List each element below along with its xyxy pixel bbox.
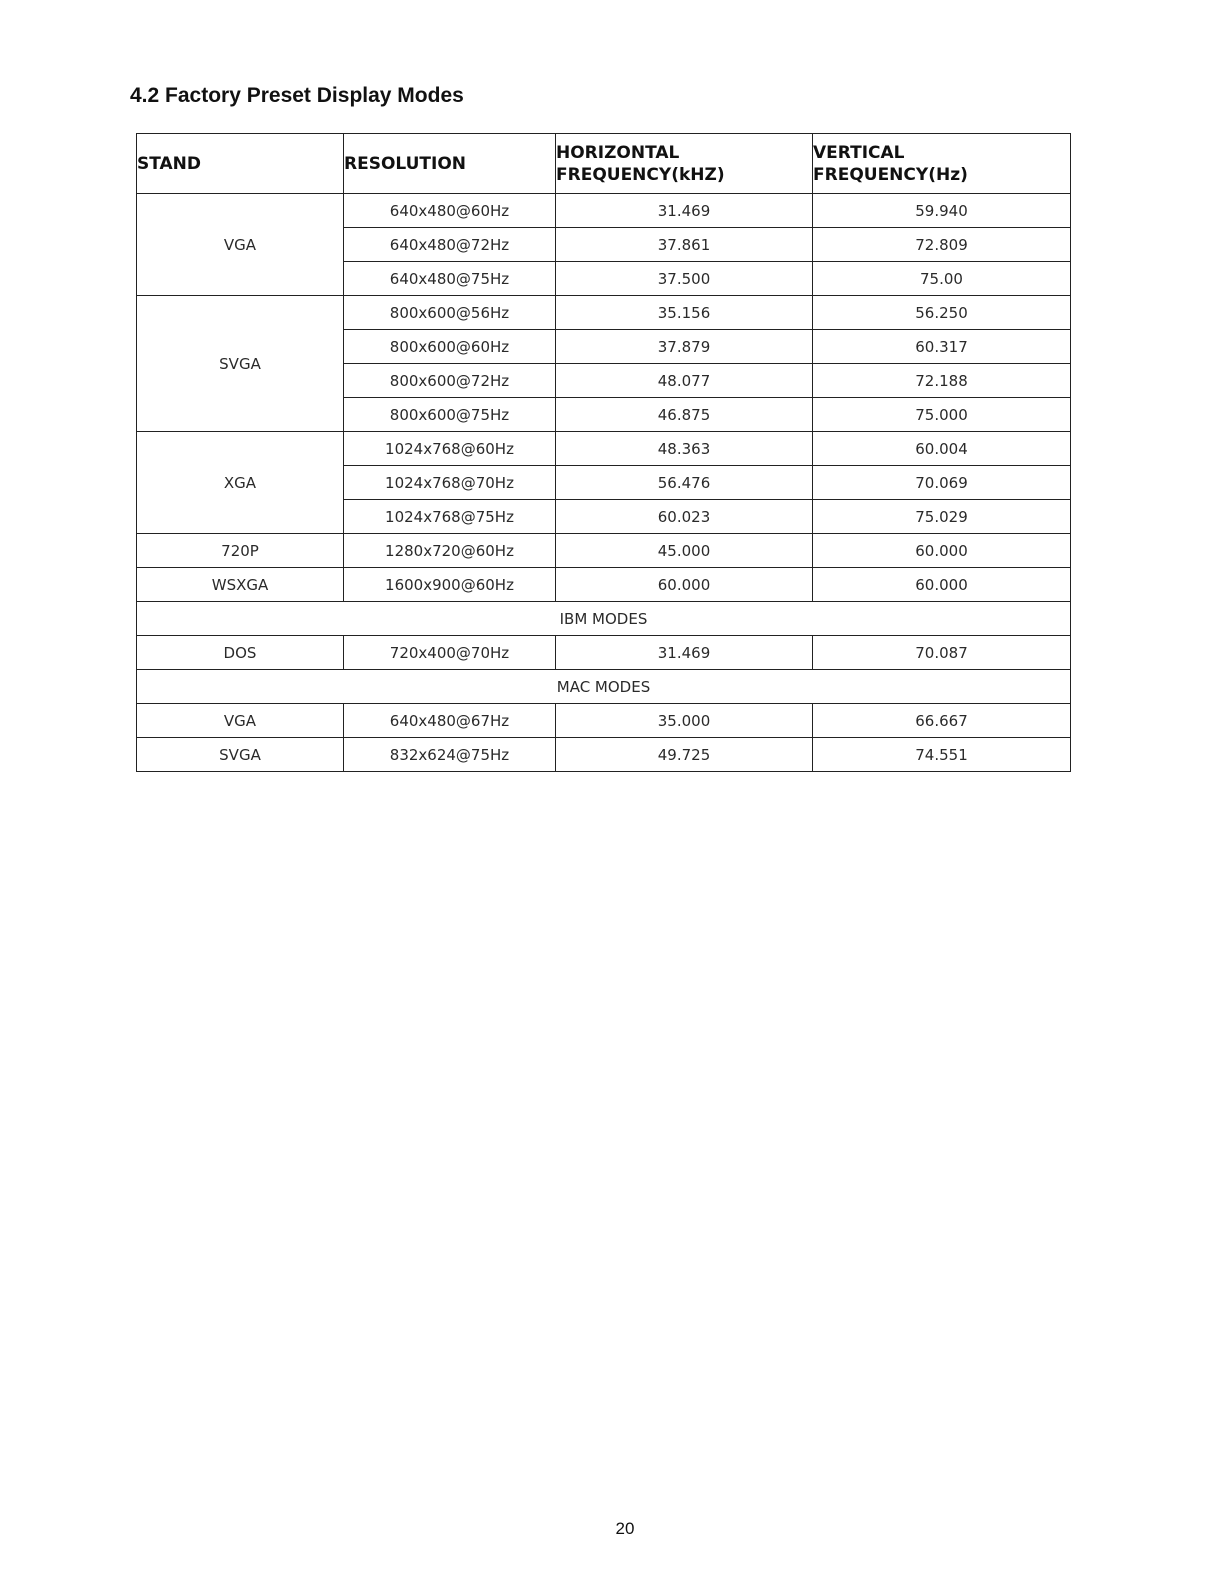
vertical-frequency-cell: 60.000 (813, 568, 1071, 602)
resolution-cell: 640x480@60Hz (344, 194, 556, 228)
page-number: 20 (615, 1519, 635, 1538)
resolution-cell: 800x600@56Hz (344, 296, 556, 330)
horizontal-frequency-cell: 37.500 (556, 262, 813, 296)
resolution-cell: 640x480@72Hz (344, 228, 556, 262)
vertical-frequency-cell: 70.069 (813, 466, 1071, 500)
stand-cell: XGA (137, 432, 344, 534)
header-horizontal-line1: HORIZONTAL (556, 142, 680, 163)
header-resolution: RESOLUTION (344, 134, 556, 194)
stand-cell: DOS (137, 636, 344, 670)
vertical-frequency-cell: 75.029 (813, 500, 1071, 534)
stand-cell: SVGA (137, 296, 344, 432)
mac-modes-label: MAC MODES (137, 670, 1071, 704)
resolution-cell: 1024x768@60Hz (344, 432, 556, 466)
horizontal-frequency-cell: 60.000 (556, 568, 813, 602)
horizontal-frequency-cell: 46.875 (556, 398, 813, 432)
table-row (137, 432, 1071, 466)
resolution-cell: 832x624@75Hz (344, 738, 556, 772)
ibm-modes-label: IBM MODES (137, 602, 1071, 636)
resolution-cell: 640x480@75Hz (344, 262, 556, 296)
table-row (137, 568, 1071, 602)
display-modes-table (136, 133, 1071, 772)
table-row (137, 534, 1071, 568)
section-title: 4.2 Factory Preset Display Modes (130, 84, 464, 107)
horizontal-frequency-cell: 37.861 (556, 228, 813, 262)
horizontal-frequency-cell: 35.156 (556, 296, 813, 330)
vertical-frequency-cell: 60.317 (813, 330, 1071, 364)
vertical-frequency-cell: 60.000 (813, 534, 1071, 568)
horizontal-frequency-cell: 31.469 (556, 194, 813, 228)
table-body (137, 194, 1071, 772)
vertical-frequency-cell: 59.940 (813, 194, 1071, 228)
horizontal-frequency-cell: 49.725 (556, 738, 813, 772)
table-header-row (137, 134, 1071, 194)
resolution-cell: 1024x768@70Hz (344, 466, 556, 500)
vertical-frequency-cell: 72.188 (813, 364, 1071, 398)
resolution-cell: 800x600@72Hz (344, 364, 556, 398)
vertical-frequency-cell: 66.667 (813, 704, 1071, 738)
horizontal-frequency-cell: 48.363 (556, 432, 813, 466)
resolution-cell: 800x600@60Hz (344, 330, 556, 364)
mac-modes-row (137, 670, 1071, 704)
vertical-frequency-cell: 60.004 (813, 432, 1071, 466)
stand-cell: VGA (137, 704, 344, 738)
header-horizontal-frequency (556, 134, 813, 194)
vertical-frequency-cell: 74.551 (813, 738, 1071, 772)
horizontal-frequency-cell: 35.000 (556, 704, 813, 738)
resolution-cell: 640x480@67Hz (344, 704, 556, 738)
resolution-cell: 1024x768@75Hz (344, 500, 556, 534)
table-row (137, 296, 1071, 330)
stand-cell: 720P (137, 534, 344, 568)
horizontal-frequency-cell: 31.469 (556, 636, 813, 670)
resolution-cell: 1600x900@60Hz (344, 568, 556, 602)
vertical-frequency-cell: 70.087 (813, 636, 1071, 670)
table-row (137, 738, 1071, 772)
horizontal-frequency-cell: 56.476 (556, 466, 813, 500)
vertical-frequency-cell: 72.809 (813, 228, 1071, 262)
header-vertical-line2: FREQUENCY(Hz) (813, 164, 968, 185)
table-row (137, 636, 1071, 670)
header-vertical-line1: VERTICAL (813, 142, 905, 163)
ibm-modes-row (137, 602, 1071, 636)
horizontal-frequency-cell: 45.000 (556, 534, 813, 568)
stand-cell: WSXGA (137, 568, 344, 602)
resolution-cell: 1280x720@60Hz (344, 534, 556, 568)
header-stand: STAND (137, 134, 344, 194)
horizontal-frequency-cell: 48.077 (556, 364, 813, 398)
header-vertical-frequency (813, 134, 1071, 194)
vertical-frequency-cell: 56.250 (813, 296, 1071, 330)
header-horizontal-line2: FREQUENCY(kHZ) (556, 164, 725, 185)
resolution-cell: 720x400@70Hz (344, 636, 556, 670)
horizontal-frequency-cell: 37.879 (556, 330, 813, 364)
vertical-frequency-cell: 75.00 (813, 262, 1071, 296)
table-row (137, 704, 1071, 738)
table-row (137, 194, 1071, 228)
resolution-cell: 800x600@75Hz (344, 398, 556, 432)
vertical-frequency-cell: 75.000 (813, 398, 1071, 432)
horizontal-frequency-cell: 60.023 (556, 500, 813, 534)
stand-cell: VGA (137, 194, 344, 296)
stand-cell: SVGA (137, 738, 344, 772)
